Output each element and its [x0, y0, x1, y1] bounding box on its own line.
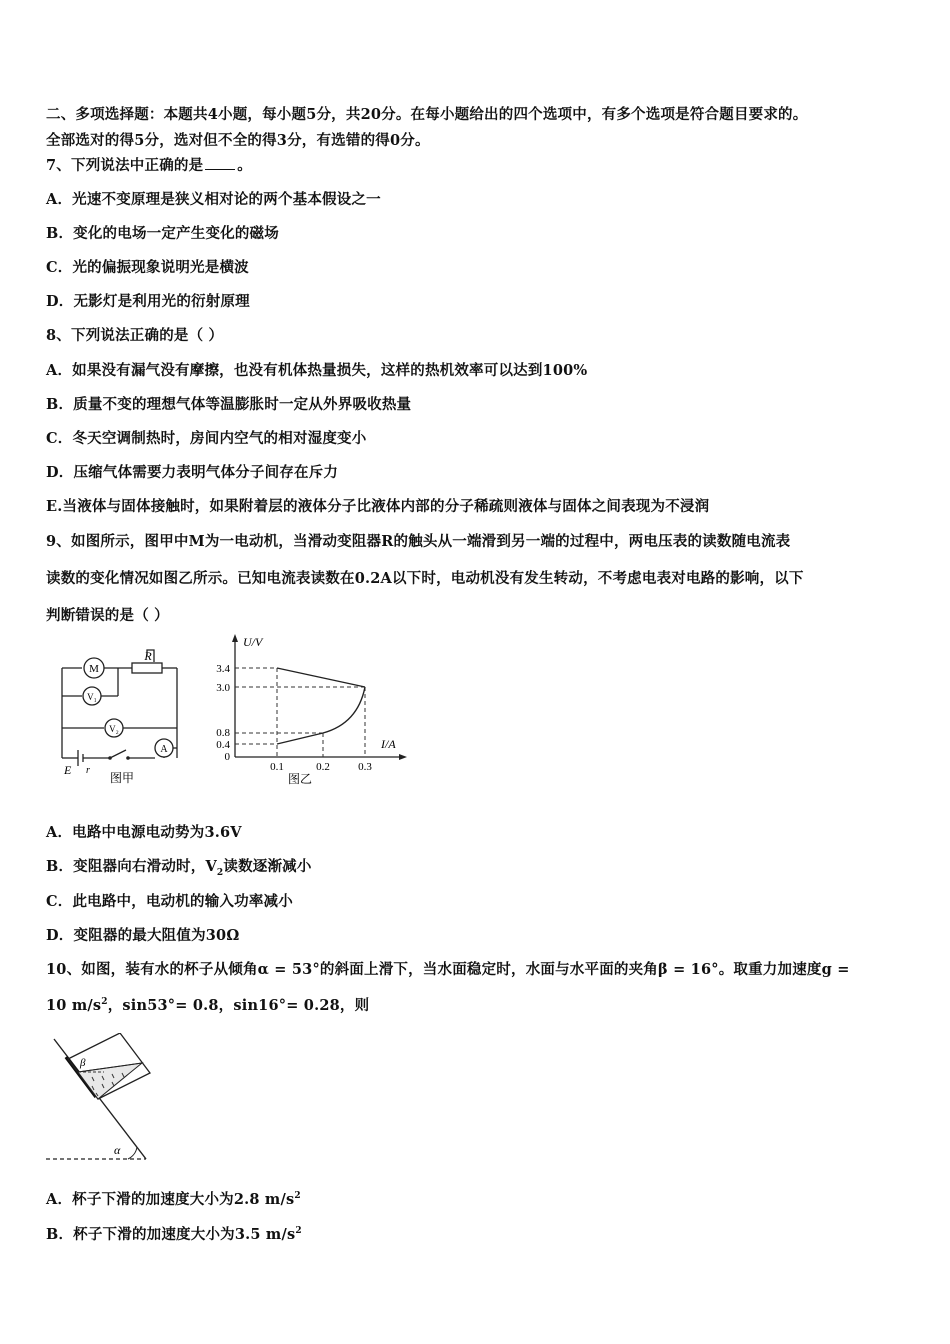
q9-option-b-subscript: 2	[216, 867, 224, 878]
x-tick-0.1: 0.1	[270, 761, 284, 773]
voltmeter1-label: V₁	[87, 692, 97, 702]
q8-option-b: B．质量不变的理想气体等温膨胀时一定从外界吸收热量	[46, 396, 412, 413]
y-tick-0.8: 0.8	[216, 727, 230, 739]
motor-label: M	[89, 663, 99, 675]
y-tick-3.4: 3.4	[216, 663, 230, 675]
q10-stem-g: 10 m/s	[46, 997, 102, 1014]
x-axis-label: I/A	[381, 737, 396, 751]
q9-stem-line2: 读数的变化情况如图乙所示。已知电流表读数在0.2A以下时，电动机没有发生转动，不考虑电表对电路的影响，以下	[46, 570, 804, 587]
y-tick-3.0: 3.0	[216, 682, 230, 694]
q10-option-b-text: B．杯子下滑的加速度大小为3.5 m/s	[46, 1226, 296, 1243]
emf-label: E	[64, 763, 72, 777]
q10-option-b	[46, 1223, 302, 1244]
section-header-line1: 二、多项选择题：本题共4小题，每小题5分，共20分。在每小题给出的四个选项中，有多个选项是符合题目要求的。	[46, 106, 808, 123]
q10-stem-sup: 2	[101, 997, 108, 1008]
ammeter-label: A	[160, 744, 168, 755]
q8-stem: 8、下列说法正确的是（ ）	[46, 327, 224, 344]
q10-stem-trig: ，sin53°= 0.8，sin16°= 0.28，则	[107, 997, 370, 1014]
rheostat-label: R	[144, 649, 152, 663]
q9-option-b-tail: 读数逐渐减小	[223, 858, 312, 875]
internal-resistance-label: r	[86, 765, 90, 776]
q7-stem-text: 7、下列说法中正确的是	[46, 157, 204, 174]
section-header-line2: 全部选对的得5分，选对但不全的得3分，有选错的得0分。	[46, 132, 430, 149]
q7-option-d: D．无影灯是利用光的衍射原理	[46, 293, 250, 310]
q9-option-a: A．电路中电源电动势为3.6V	[46, 824, 242, 841]
q8-option-d: D．压缩气体需要力表明气体分子间存在斥力	[46, 464, 339, 481]
voltmeter2-label: V₂	[109, 724, 119, 734]
q9-stem-line3: 判断错误的是（ ）	[46, 607, 169, 624]
incline-diagram	[44, 1033, 169, 1165]
x-tick-0.3: 0.3	[358, 761, 372, 773]
figure-a-caption: 图甲	[109, 771, 135, 785]
q8-option-a: A．如果没有漏气没有摩擦，也没有机体热量损失，这样的热机效率可以达到100%	[46, 362, 588, 379]
q10-option-b-sup: 2	[295, 1226, 302, 1237]
ui-graph	[205, 632, 410, 787]
q7-option-b: B．变化的电场一定产生变化的磁场	[46, 225, 279, 242]
q7-option-c: C．光的偏振现象说明光是横波	[46, 259, 249, 276]
origin-label: 0	[224, 751, 230, 763]
beta-label: β	[80, 1057, 86, 1069]
q10-stem-line2	[46, 994, 369, 1015]
q8-option-e: E.当液体与固体接触时，如果附着层的液体分子比液体内部的分子稀疏则液体与固体之间表现为不浸润	[46, 498, 710, 515]
y-axis-label: U/V	[243, 635, 263, 649]
q9-option-b-text: B．变阻器向右滑动时，V	[46, 858, 217, 875]
q7-stem-end: 。	[237, 157, 252, 174]
q10-option-a-text: A．杯子下滑的加速度大小为2.8 m/s	[46, 1191, 295, 1208]
q7-stem	[46, 154, 252, 175]
q10-stem-line1: 10、如图，装有水的杯子从倾角α = 53°的斜面上滑下，当水面稳定时，水面与水平面的夹角β = 16°。取重力加速度g =	[46, 961, 850, 978]
q8-option-c: C．冬天空调制热时，房间内空气的相对湿度变小	[46, 430, 367, 447]
circuit-diagram	[52, 648, 192, 786]
y-tick-0.4: 0.4	[216, 739, 230, 751]
alpha-label: α	[114, 1143, 121, 1157]
answer-blank	[205, 157, 235, 170]
q7-option-a: A．光速不变原理是狭义相对论的两个基本假设之一	[46, 191, 381, 208]
q9-option-b	[46, 855, 312, 876]
q10-option-a-sup: 2	[294, 1191, 301, 1202]
q10-option-a	[46, 1188, 301, 1209]
x-tick-0.2: 0.2	[316, 761, 330, 773]
q9-stem-line1: 9、如图所示，图甲中M为一电动机，当滑动变阻器R的触头从一端滑到另一端的过程中，两电压表的读数随电流表	[46, 533, 791, 550]
q9-option-d: D．变阻器的最大阻值为30Ω	[46, 927, 240, 944]
figure-b-caption: 图乙	[287, 772, 313, 786]
q9-option-c: C．此电路中，电动机的输入功率减小	[46, 893, 293, 910]
